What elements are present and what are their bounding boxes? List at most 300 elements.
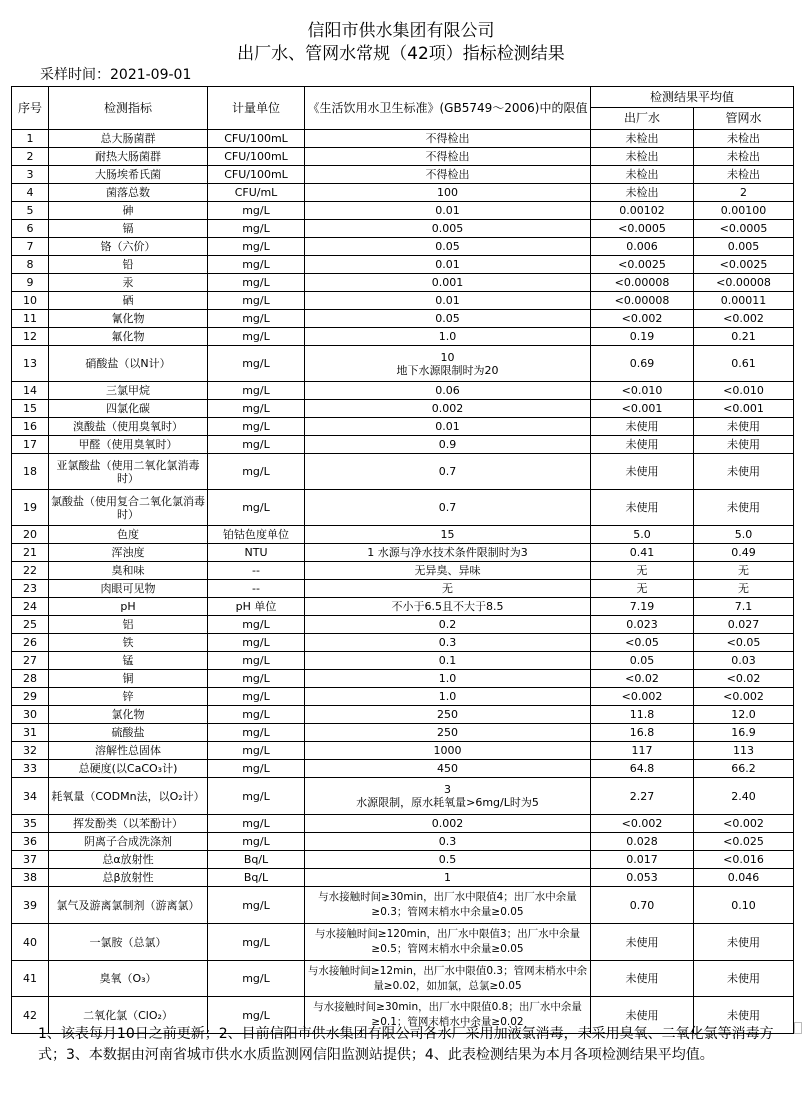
row-standard-text: 0.7 xyxy=(438,501,457,514)
table-row xyxy=(12,526,794,544)
row-standard-text: 0.3 xyxy=(438,636,457,649)
row-unit: mg/L xyxy=(208,815,305,833)
row-network-value: 113 xyxy=(694,742,794,760)
row-indicator: 砷 xyxy=(49,202,208,220)
row-no: 2 xyxy=(12,148,49,166)
row-standard xyxy=(305,274,591,292)
row-indicator: 镉 xyxy=(49,220,208,238)
table-row xyxy=(12,924,794,961)
row-standard-text: 无异臭、异味 xyxy=(414,564,481,577)
row-standard xyxy=(305,166,591,184)
row-unit: mg/L xyxy=(208,238,305,256)
row-factory-value: 0.19 xyxy=(591,328,694,346)
table-row xyxy=(12,724,794,742)
row-standard-text: 0.05 xyxy=(435,240,460,253)
row-network-value: <0.0005 xyxy=(694,220,794,238)
row-factory-value: 0.023 xyxy=(591,616,694,634)
row-unit: mg/L xyxy=(208,778,305,815)
row-no: 33 xyxy=(12,760,49,778)
row-factory-value: 未使用 xyxy=(591,454,694,490)
row-unit: NTU xyxy=(208,544,305,562)
row-standard-text: 与水接触时间≥12min，出厂水中限值0.3；管网末梢水中余量≥0.02，如加氯，总氯≥0.05 xyxy=(307,964,588,992)
row-factory-value: <0.002 xyxy=(591,688,694,706)
header-result-avg: 检测结果平均值 xyxy=(591,87,794,108)
row-network-value: 未检出 xyxy=(694,148,794,166)
corner-mark xyxy=(794,1022,802,1034)
row-factory-value: 未使用 xyxy=(591,961,694,997)
row-standard xyxy=(305,238,591,256)
row-no: 23 xyxy=(12,580,49,598)
row-indicator: 铁 xyxy=(49,634,208,652)
header-unit: 计量单位 xyxy=(208,87,305,130)
row-unit: 铂钴色度单位 xyxy=(208,526,305,544)
row-standard xyxy=(305,148,591,166)
row-factory-value: 未检出 xyxy=(591,184,694,202)
footnote: 1、该表每月10日之前更新；2、目前信阳市供水集团有限公司各水厂采用加液氯消毒，未采用臭氧、二氧化氯等消毒方式；3、本数据由河南省城市供水水质监测网信阳监测站提供；4、此表检测结果为本月各项检测结果平均值。 xyxy=(38,1026,774,1063)
row-network-value: 2.40 xyxy=(694,778,794,815)
row-indicator: 四氯化碳 xyxy=(49,400,208,418)
row-no: 26 xyxy=(12,634,49,652)
row-no: 21 xyxy=(12,544,49,562)
table-row xyxy=(12,490,794,526)
row-unit: mg/L xyxy=(208,833,305,851)
row-no: 24 xyxy=(12,598,49,616)
row-standard xyxy=(305,652,591,670)
row-factory-value: 0.053 xyxy=(591,869,694,887)
row-unit: mg/L xyxy=(208,706,305,724)
row-standard xyxy=(305,562,591,580)
row-no: 30 xyxy=(12,706,49,724)
row-factory-value: 未检出 xyxy=(591,130,694,148)
row-no: 6 xyxy=(12,220,49,238)
row-factory-value: 0.70 xyxy=(591,887,694,924)
row-no: 18 xyxy=(12,454,49,490)
row-standard xyxy=(305,598,591,616)
row-network-value: 0.00011 xyxy=(694,292,794,310)
row-standard-text: 0.002 xyxy=(431,817,464,830)
row-unit: mg/L xyxy=(208,292,305,310)
row-no: 13 xyxy=(12,346,49,382)
row-standard-text: 不小于6.5且不大于8.5 xyxy=(391,600,504,613)
table-row xyxy=(12,562,794,580)
row-unit: Bq/L xyxy=(208,869,305,887)
row-indicator: 总β放射性 xyxy=(49,869,208,887)
row-no: 16 xyxy=(12,418,49,436)
row-network-value: <0.002 xyxy=(694,815,794,833)
row-standard xyxy=(305,184,591,202)
row-standard xyxy=(305,706,591,724)
row-indicator: 色度 xyxy=(49,526,208,544)
row-network-value: 0.00100 xyxy=(694,202,794,220)
row-factory-value: 未使用 xyxy=(591,436,694,454)
row-indicator: 铬（六价） xyxy=(49,238,208,256)
row-unit: mg/L xyxy=(208,760,305,778)
row-indicator: 总大肠菌群 xyxy=(49,130,208,148)
row-no: 5 xyxy=(12,202,49,220)
row-no: 39 xyxy=(12,887,49,924)
row-unit: mg/L xyxy=(208,724,305,742)
table-row xyxy=(12,598,794,616)
row-standard-text: 0.01 xyxy=(435,204,460,217)
row-factory-value: 16.8 xyxy=(591,724,694,742)
row-unit: CFU/100mL xyxy=(208,166,305,184)
row-network-value: 0.046 xyxy=(694,869,794,887)
row-indicator: 溴酸盐（使用臭氧时） xyxy=(49,418,208,436)
row-unit: mg/L xyxy=(208,670,305,688)
row-standard xyxy=(305,202,591,220)
row-no: 40 xyxy=(12,924,49,961)
row-standard xyxy=(305,418,591,436)
row-standard xyxy=(305,961,591,997)
row-standard-text: 10 xyxy=(440,350,455,364)
header-standard: 《生活饮用水卫生标准》(GB5749～2006)中的限值 xyxy=(305,87,591,130)
row-factory-value: 未使用 xyxy=(591,924,694,961)
row-factory-value: 7.19 xyxy=(591,598,694,616)
row-factory-value: 未检出 xyxy=(591,166,694,184)
row-network-value: <0.0025 xyxy=(694,256,794,274)
row-unit: mg/L xyxy=(208,742,305,760)
row-standard-text: 1.0 xyxy=(438,672,457,685)
row-factory-value: 0.69 xyxy=(591,346,694,382)
row-no: 11 xyxy=(12,310,49,328)
row-indicator: 一氯胺（总氯） xyxy=(49,924,208,961)
table-row xyxy=(12,688,794,706)
row-indicator: 铝 xyxy=(49,616,208,634)
row-standard-text: 1 水源与净水技术条件限制时为3 xyxy=(367,546,528,559)
row-no: 14 xyxy=(12,382,49,400)
row-no: 12 xyxy=(12,328,49,346)
row-network-value: 66.2 xyxy=(694,760,794,778)
row-factory-value: <0.002 xyxy=(591,815,694,833)
row-network-value: 无 xyxy=(694,562,794,580)
row-unit: mg/L xyxy=(208,490,305,526)
row-standard xyxy=(305,869,591,887)
row-standard xyxy=(305,130,591,148)
row-factory-value: <0.00008 xyxy=(591,292,694,310)
row-standard-text: 450 xyxy=(437,762,458,775)
row-standard-text: 0.1 xyxy=(438,654,457,667)
table-row xyxy=(12,670,794,688)
row-indicator: 浑浊度 xyxy=(49,544,208,562)
row-network-value: 0.10 xyxy=(694,887,794,924)
row-standard xyxy=(305,924,591,961)
table-row xyxy=(12,166,794,184)
row-standard-text: 1.0 xyxy=(438,330,457,343)
row-indicator: 硒 xyxy=(49,292,208,310)
row-factory-value: <0.002 xyxy=(591,310,694,328)
row-unit: mg/L xyxy=(208,274,305,292)
page-title: 信阳市供水集团有限公司 xyxy=(307,21,495,41)
row-standard xyxy=(305,634,591,652)
row-standard xyxy=(305,815,591,833)
table-row xyxy=(12,454,794,490)
table-row xyxy=(12,130,794,148)
row-no: 41 xyxy=(12,961,49,997)
row-network-value: <0.02 xyxy=(694,670,794,688)
results-table xyxy=(11,86,794,1034)
row-unit: mg/L xyxy=(208,220,305,238)
row-network-value: 未使用 xyxy=(694,436,794,454)
row-standard xyxy=(305,292,591,310)
row-no: 25 xyxy=(12,616,49,634)
row-indicator: 锰 xyxy=(49,652,208,670)
row-no: 19 xyxy=(12,490,49,526)
row-indicator: 臭氧（O₃） xyxy=(49,961,208,997)
row-unit: mg/L xyxy=(208,961,305,997)
row-indicator: 铅 xyxy=(49,256,208,274)
row-unit: mg/L xyxy=(208,887,305,924)
row-no: 32 xyxy=(12,742,49,760)
row-network-value: <0.010 xyxy=(694,382,794,400)
row-standard-text: 0.01 xyxy=(435,420,460,433)
row-factory-value: 未使用 xyxy=(591,997,694,1034)
row-network-value: 未使用 xyxy=(694,418,794,436)
table-row xyxy=(12,346,794,382)
table-row xyxy=(12,418,794,436)
row-indicator: 氯酸盐（使用复合二氧化氯消毒时） xyxy=(49,490,208,526)
row-standard xyxy=(305,833,591,851)
row-network-value: 未使用 xyxy=(694,997,794,1034)
row-indicator: 甲醛（使用臭氧时） xyxy=(49,436,208,454)
row-no: 8 xyxy=(12,256,49,274)
row-standard xyxy=(305,851,591,869)
row-standard-text: 0.2 xyxy=(438,618,457,631)
table-row xyxy=(12,220,794,238)
row-unit: mg/L xyxy=(208,634,305,652)
row-indicator: 总α放射性 xyxy=(49,851,208,869)
row-standard-text: 0.7 xyxy=(438,465,457,478)
row-network-value: <0.002 xyxy=(694,310,794,328)
row-standard xyxy=(305,256,591,274)
row-factory-value: 117 xyxy=(591,742,694,760)
row-standard-note: 地下水源限制时为20 xyxy=(396,363,499,377)
row-network-value: 0.61 xyxy=(694,346,794,382)
row-no: 29 xyxy=(12,688,49,706)
row-standard-text: 0.002 xyxy=(431,402,464,415)
row-factory-value: 未使用 xyxy=(591,418,694,436)
row-indicator: 氯气及游离氯制剂（游离氯） xyxy=(49,887,208,924)
row-no: 20 xyxy=(12,526,49,544)
row-network-value: 12.0 xyxy=(694,706,794,724)
row-factory-value: <0.00008 xyxy=(591,274,694,292)
table-row xyxy=(12,833,794,851)
row-network-value: 未检出 xyxy=(694,130,794,148)
row-unit: mg/L xyxy=(208,418,305,436)
row-factory-value: <0.0025 xyxy=(591,256,694,274)
row-standard xyxy=(305,742,591,760)
row-standard xyxy=(305,526,591,544)
table-row xyxy=(12,238,794,256)
table-row xyxy=(12,869,794,887)
row-standard xyxy=(305,490,591,526)
row-network-value: <0.001 xyxy=(694,400,794,418)
table-row xyxy=(12,851,794,869)
row-standard-text: 0.01 xyxy=(435,294,460,307)
row-indicator: 挥发酚类（以苯酚计） xyxy=(49,815,208,833)
row-unit: mg/L xyxy=(208,382,305,400)
row-standard xyxy=(305,346,591,382)
table-row xyxy=(12,382,794,400)
row-factory-value: <0.0005 xyxy=(591,220,694,238)
table-row xyxy=(12,328,794,346)
row-unit: mg/L xyxy=(208,328,305,346)
row-standard-text: 无 xyxy=(442,582,453,595)
row-unit: mg/L xyxy=(208,652,305,670)
row-standard xyxy=(305,220,591,238)
row-factory-value: 11.8 xyxy=(591,706,694,724)
row-factory-value: <0.05 xyxy=(591,634,694,652)
row-network-value: <0.00008 xyxy=(694,274,794,292)
row-standard-text: 1000 xyxy=(433,744,462,757)
row-unit: Bq/L xyxy=(208,851,305,869)
row-no: 7 xyxy=(12,238,49,256)
row-indicator: 菌落总数 xyxy=(49,184,208,202)
row-no: 15 xyxy=(12,400,49,418)
row-indicator: 耗氧量（CODMn法，以O₂计） xyxy=(49,778,208,815)
row-network-value: 0.49 xyxy=(694,544,794,562)
row-indicator: 溶解性总固体 xyxy=(49,742,208,760)
table-row xyxy=(12,400,794,418)
row-standard xyxy=(305,436,591,454)
row-indicator: 肉眼可见物 xyxy=(49,580,208,598)
row-network-value: 16.9 xyxy=(694,724,794,742)
row-no: 31 xyxy=(12,724,49,742)
row-network-value: 无 xyxy=(694,580,794,598)
row-no: 10 xyxy=(12,292,49,310)
table-row xyxy=(12,436,794,454)
row-no: 36 xyxy=(12,833,49,851)
row-indicator: pH xyxy=(49,598,208,616)
row-no: 38 xyxy=(12,869,49,887)
row-unit: mg/L xyxy=(208,256,305,274)
table-row xyxy=(12,292,794,310)
header-no: 序号 xyxy=(12,87,49,130)
row-factory-value: 0.028 xyxy=(591,833,694,851)
table-row xyxy=(12,742,794,760)
row-unit: mg/L xyxy=(208,997,305,1034)
sample-time: 采样时间：2021-09-01 xyxy=(40,67,192,83)
header-factory-water: 出厂水 xyxy=(591,108,694,130)
row-indicator: 锌 xyxy=(49,688,208,706)
row-standard xyxy=(305,544,591,562)
row-no: 17 xyxy=(12,436,49,454)
row-unit: mg/L xyxy=(208,454,305,490)
row-factory-value: 0.00102 xyxy=(591,202,694,220)
row-factory-value: <0.001 xyxy=(591,400,694,418)
row-network-value: 0.027 xyxy=(694,616,794,634)
table-row xyxy=(12,310,794,328)
row-factory-value: 2.27 xyxy=(591,778,694,815)
row-factory-value: 64.8 xyxy=(591,760,694,778)
row-standard xyxy=(305,724,591,742)
row-standard xyxy=(305,616,591,634)
row-factory-value: 5.0 xyxy=(591,526,694,544)
row-standard xyxy=(305,760,591,778)
page-subtitle: 出厂水、管网水常规（42项）指标检测结果 xyxy=(237,44,565,64)
row-standard-text: 0.005 xyxy=(431,222,464,235)
row-indicator: 氰化物 xyxy=(49,310,208,328)
row-standard-text: 15 xyxy=(440,528,455,541)
row-network-value: <0.016 xyxy=(694,851,794,869)
table-row xyxy=(12,274,794,292)
row-indicator: 二氧化氯（ClO₂） xyxy=(49,997,208,1034)
header-indicator: 检测指标 xyxy=(49,87,208,130)
table-row xyxy=(12,815,794,833)
row-factory-value: 0.41 xyxy=(591,544,694,562)
row-standard xyxy=(305,778,591,815)
row-indicator: 三氯甲烷 xyxy=(49,382,208,400)
row-network-value: 0.21 xyxy=(694,328,794,346)
row-no: 27 xyxy=(12,652,49,670)
table-row xyxy=(12,634,794,652)
row-network-value: 5.0 xyxy=(694,526,794,544)
row-standard-text: 0.01 xyxy=(435,258,460,271)
row-standard xyxy=(305,382,591,400)
row-unit: mg/L xyxy=(208,688,305,706)
row-network-value: 未使用 xyxy=(694,454,794,490)
table-row xyxy=(12,961,794,997)
row-network-value: 未使用 xyxy=(694,924,794,961)
row-standard xyxy=(305,887,591,924)
row-factory-value: 0.006 xyxy=(591,238,694,256)
table-row xyxy=(12,760,794,778)
row-standard-text: 0.05 xyxy=(435,312,460,325)
row-factory-value: 无 xyxy=(591,562,694,580)
row-unit: mg/L xyxy=(208,202,305,220)
row-network-value: 7.1 xyxy=(694,598,794,616)
row-standard xyxy=(305,400,591,418)
table-row xyxy=(12,706,794,724)
row-network-value: 未使用 xyxy=(694,961,794,997)
row-indicator: 亚氯酸盐（使用二氧化氯消毒时） xyxy=(49,454,208,490)
row-unit: CFU/mL xyxy=(208,184,305,202)
row-no: 4 xyxy=(12,184,49,202)
row-factory-value: <0.010 xyxy=(591,382,694,400)
table-row xyxy=(12,887,794,924)
row-indicator: 总硬度(以CaCO₃计) xyxy=(49,760,208,778)
row-unit: mg/L xyxy=(208,616,305,634)
row-standard-note: 水源限制，原水耗氧量>6mg/L时为5 xyxy=(356,796,539,809)
row-unit: CFU/100mL xyxy=(208,130,305,148)
table-row xyxy=(12,616,794,634)
results-body xyxy=(12,130,794,1034)
row-unit: -- xyxy=(208,580,305,598)
row-standard-text: 1 xyxy=(444,871,451,884)
row-standard-text: 3 xyxy=(444,783,451,796)
table-row xyxy=(12,184,794,202)
row-factory-value: 未检出 xyxy=(591,148,694,166)
table-row xyxy=(12,148,794,166)
row-network-value: 0.005 xyxy=(694,238,794,256)
table-row xyxy=(12,652,794,670)
row-factory-value: 0.017 xyxy=(591,851,694,869)
row-indicator: 汞 xyxy=(49,274,208,292)
row-unit: mg/L xyxy=(208,400,305,418)
row-unit: CFU/100mL xyxy=(208,148,305,166)
row-factory-value: <0.02 xyxy=(591,670,694,688)
row-standard xyxy=(305,580,591,598)
row-standard-text: 0.9 xyxy=(438,438,457,451)
row-standard-text: 不得检出 xyxy=(425,150,470,163)
row-standard-text: 不得检出 xyxy=(425,132,470,145)
row-unit: mg/L xyxy=(208,310,305,328)
row-standard-text: 100 xyxy=(437,186,458,199)
row-standard-text: 0.001 xyxy=(431,276,464,289)
row-indicator: 阴离子合成洗涤剂 xyxy=(49,833,208,851)
row-indicator: 氟化物 xyxy=(49,328,208,346)
table-row xyxy=(12,202,794,220)
row-no: 37 xyxy=(12,851,49,869)
